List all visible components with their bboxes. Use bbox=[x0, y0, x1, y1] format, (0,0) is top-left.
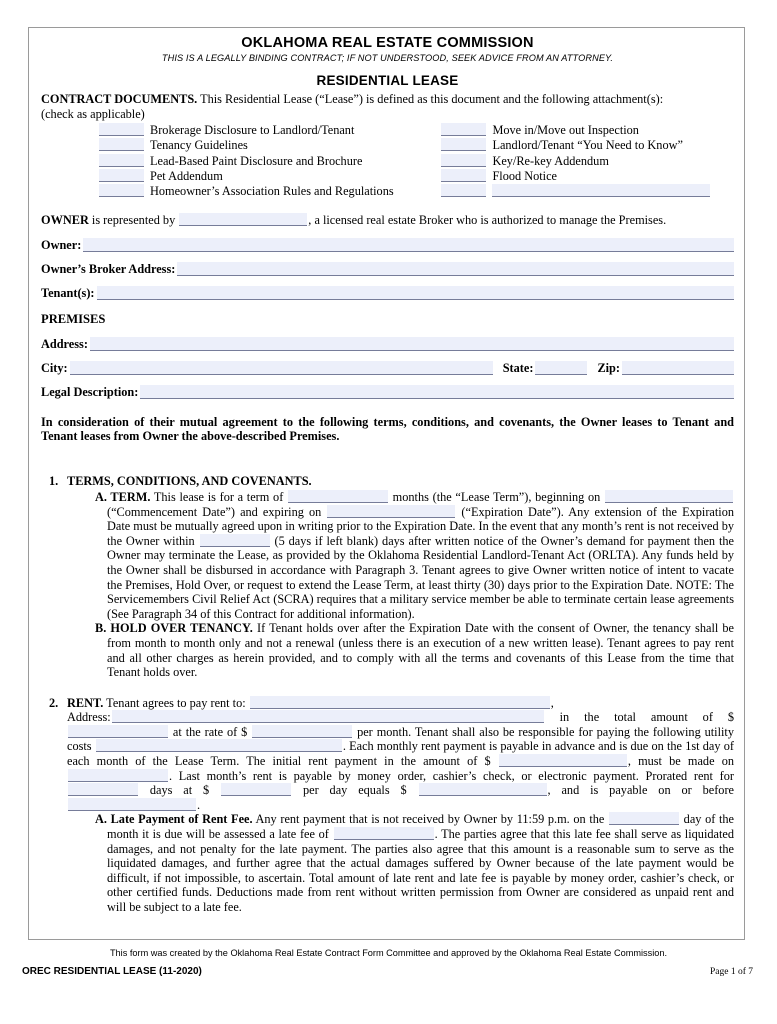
premises-zip-input[interactable] bbox=[622, 361, 734, 375]
section-2-rent-paragraph bbox=[67, 696, 734, 813]
late-fee-day-input[interactable] bbox=[609, 812, 679, 825]
checklist-indent bbox=[41, 138, 99, 153]
footer-page-number: Page 1 of 7 bbox=[709, 967, 753, 977]
checklist-label-left: Tenancy Guidelines bbox=[150, 138, 248, 153]
checkbox-tenancy-guidelines[interactable] bbox=[99, 138, 144, 151]
rent-text-3: in the total amount of $ bbox=[544, 710, 734, 725]
checkbox-lead-based-paint-disclosure[interactable] bbox=[99, 154, 144, 167]
check-as-applicable-note: (check as applicable) bbox=[41, 106, 145, 121]
checklist-cell-right bbox=[441, 138, 734, 153]
premises-address-field-row bbox=[41, 337, 734, 351]
contract-documents-intro bbox=[41, 92, 734, 107]
footer-note: This form was created by the Oklahoma Real Estate Contract Form Committee and approved by the Oklahoma Real Estate Commission. bbox=[109, 948, 668, 958]
checklist-row bbox=[41, 184, 734, 199]
section-2-body bbox=[67, 696, 734, 915]
checklist-indent bbox=[41, 184, 99, 199]
term-text-2: months (the “Lease Term”), beginning on bbox=[388, 489, 604, 504]
premises-state-label: State: bbox=[502, 360, 534, 375]
rent-address-input[interactable] bbox=[112, 710, 544, 723]
checklist-label-left: Brokerage Disclosure to Landlord/Tenant bbox=[150, 123, 355, 138]
owners-broker-address-input[interactable] bbox=[177, 262, 734, 276]
section-1-number: 1. bbox=[49, 473, 59, 488]
rent-text-1: Tenant agrees to pay rent to: bbox=[103, 695, 249, 710]
contract-documents-intro-text: This Residential Lease (“Lease”) is defined as this document and the following attachment(s): bbox=[197, 92, 664, 106]
contract-documents-heading: CONTRACT DOCUMENTS. bbox=[41, 92, 198, 106]
owner-field-row bbox=[41, 238, 734, 252]
premises-address-label: Address: bbox=[41, 336, 88, 351]
rent-text-10: per day equals $ bbox=[292, 783, 418, 798]
owners-broker-address-field-row bbox=[41, 262, 734, 276]
owners-broker-address-label: Owner’s Broker Address: bbox=[41, 261, 176, 276]
section-1-body bbox=[67, 474, 734, 680]
tenants-input[interactable] bbox=[97, 286, 734, 300]
hold-over-tenancy-text: If Tenant holds over after the Expiration Date with the consent of Owner, the tenancy shall be from month to month only and not a renewal (unless there is an execution of a new written lease). Tenant agrees to pay rent and all other charges as herein provided, and to comply with all the terms and covenants of this Lease from the time that Tenant holds over. bbox=[107, 621, 735, 680]
checklist-indent bbox=[41, 169, 99, 184]
checklist-cell-left bbox=[99, 184, 419, 199]
rent-address-label: Address: bbox=[67, 710, 111, 725]
prorated-due-date-input[interactable] bbox=[68, 798, 196, 811]
term-text-3: (“Commencement Date”) and expiring on bbox=[107, 504, 327, 519]
checklist-label-left: Lead-Based Paint Disclosure and Brochure bbox=[150, 153, 363, 168]
late-fee-text-2: day of the month it is due will be assessed a late fee of bbox=[107, 812, 734, 842]
initial-payment-date-input[interactable] bbox=[68, 769, 168, 782]
rent-text-6: . Each monthly rent payment is payable in advance and is due on the 1st day of each month of the Lease Term. The initial rent payment in the amount of $ bbox=[67, 739, 734, 769]
owner-input[interactable] bbox=[83, 238, 734, 252]
initial-rent-payment-input[interactable] bbox=[499, 754, 627, 767]
checkbox-landlord-tenant-you-need-to-know[interactable] bbox=[441, 138, 486, 151]
rent-total-amount-input[interactable] bbox=[68, 725, 168, 738]
rent-text-4: at the rate of $ bbox=[169, 724, 252, 739]
prorated-total-input[interactable] bbox=[419, 783, 547, 796]
late-payment-fee-label: A. Late Payment of Rent Fee. bbox=[95, 812, 253, 827]
rent-text-9: days at $ bbox=[139, 783, 221, 798]
checklist-row bbox=[41, 169, 734, 184]
owner-represented-lead: is represented by bbox=[88, 213, 179, 228]
checkbox-key-re-key-addendum[interactable] bbox=[441, 154, 486, 167]
premises-city-input[interactable] bbox=[70, 361, 493, 375]
owner-represented-tail: , a licensed real estate Broker who is authorized to manage the Premises. bbox=[308, 213, 667, 228]
owner-representation-line bbox=[41, 213, 734, 228]
checklist-cell-left bbox=[99, 169, 419, 184]
late-fee-text-1: Any rent payment that is not received by Owner by 11:59 p.m. on the bbox=[252, 812, 609, 827]
late-fee-amount-input[interactable] bbox=[334, 827, 434, 840]
checkbox-flood-notice[interactable] bbox=[441, 169, 486, 182]
rent-title: RENT. bbox=[67, 695, 104, 710]
hold-over-tenancy-label: B. HOLD OVER TENANCY. bbox=[95, 621, 253, 636]
footer-bar bbox=[0, 966, 777, 986]
prorated-daily-rate-input[interactable] bbox=[221, 783, 291, 796]
term-text-1: This lease is for a term of bbox=[150, 489, 287, 504]
document-page bbox=[28, 27, 745, 940]
section-1a-term bbox=[95, 489, 735, 621]
checkbox-brokerage-disclosure[interactable] bbox=[99, 123, 144, 136]
section-2-number: 2. bbox=[49, 695, 59, 710]
rent-text-8: . Last month’s rent is payable by money order, cashier’s check, or electronic payment. Prorated rent for bbox=[169, 768, 734, 783]
section-2a-late-payment-fee bbox=[95, 812, 734, 915]
term-text-4: (“Expiration Date”). Any extension of the Expiration Date must be mutually agreed upon in writing prior to the Expiration Date. In the event that any month’s rent is not received by the Owner within bbox=[107, 504, 735, 548]
checklist-label-right: Landlord/Tenant “You Need to Know” bbox=[492, 138, 683, 153]
checklist-row bbox=[41, 138, 734, 153]
footer-form-id: OREC RESIDENTIAL LEASE (11-2020) bbox=[22, 966, 202, 977]
tenants-field-row bbox=[41, 286, 734, 300]
checklist-gap bbox=[419, 184, 441, 199]
checklist-cell-right bbox=[441, 123, 734, 138]
rent-monthly-rate-input[interactable] bbox=[252, 725, 352, 738]
legal-warning: THIS IS A LEGALLY BINDING CONTRACT; IF NOT UNDERSTOOD, SEEK ADVICE FROM AN ATTORNEY. bbox=[161, 53, 614, 63]
prorated-days-input[interactable] bbox=[68, 783, 138, 796]
checklist-cell-left bbox=[99, 123, 419, 138]
checkbox-move-in-move-out-inspection[interactable] bbox=[441, 123, 486, 136]
utility-costs-input[interactable] bbox=[96, 739, 342, 752]
form-title: RESIDENTIAL LEASE bbox=[316, 73, 459, 88]
cure-days-input[interactable] bbox=[200, 534, 270, 547]
checklist-gap bbox=[419, 138, 441, 153]
checklist-gap bbox=[419, 123, 441, 138]
section-1 bbox=[41, 474, 734, 680]
checklist-label-left: Pet Addendum bbox=[150, 168, 223, 183]
section-2 bbox=[41, 696, 734, 915]
term-text-5: (5 days if left blank) days after written notice of the Owner’s demand for payment then the Owner may terminate the Lease, as provided by the Oklahoma Residential Landlord-Tenant Act (ORLTA). Any funds held by the Owner shall be disbursed in accordance with Paragraph 3. Tenant agrees to give Owner written notice of intent to vacate the Premises, Hold Over, or request to extend the Lease Term, at least thirty (30) days prior to the Expiration Date. NOTE: The Servicemembers Civil Relief Act (SCRA) requires that a military service member be able to terminate certain lease agreements (See Paragraph 34 of this Contract for additional information). bbox=[107, 533, 734, 621]
checklist-label-right: Flood Notice bbox=[492, 168, 557, 183]
term-label: A. TERM. bbox=[95, 489, 151, 504]
checkbox-other-attachment[interactable] bbox=[441, 184, 486, 197]
attachments-checklist bbox=[41, 123, 734, 199]
premises-legal-description-label: Legal Description: bbox=[41, 384, 139, 399]
checklist-indent bbox=[41, 154, 99, 169]
rent-text-7: , must be made on bbox=[627, 754, 734, 769]
rent-text-12: . bbox=[197, 797, 201, 812]
rent-text-11: , and is payable on or before bbox=[547, 783, 735, 798]
premises-legal-description-input[interactable] bbox=[140, 385, 734, 399]
tenants-label: Tenant(s): bbox=[41, 285, 95, 300]
broker-name-input[interactable] bbox=[179, 213, 307, 226]
premises-zip-label: Zip: bbox=[597, 360, 620, 375]
premises-state-input[interactable] bbox=[535, 361, 587, 375]
commencement-date-input[interactable] bbox=[605, 490, 733, 503]
premises-address-input[interactable] bbox=[90, 337, 734, 351]
late-fee-text-3: . The parties agree that this late fee shall serve as liquidated damages, and not penalty for the late payment. The parties also agree that this amount is a reasonable sum to serve as the liquidated damages, and further agree that the actual damages suffered by Owner because of the late payment would be difficult, if not impossible, to ascertain. Total amount of late rent and late fee is payable by money order, cashier’s check, or other certified funds. Deductions made from rent without written permission from Owner are considered as unpaid rent and will be subject to a late fee. bbox=[107, 827, 734, 915]
checklist-row bbox=[41, 123, 734, 138]
checklist-cell-right bbox=[441, 184, 734, 199]
consideration-paragraph: In consideration of their mutual agreement to the following terms, conditions, and covenants, the Owner leases to Tenant and Tenant leases from Owner the above-described Premises. bbox=[41, 414, 734, 444]
checklist-gap bbox=[419, 169, 441, 184]
checklist-cell-left bbox=[99, 138, 419, 153]
section-1b-hold-over-tenancy bbox=[95, 621, 735, 680]
owner-keyword: OWNER bbox=[41, 213, 89, 228]
checklist-label-right: Key/Re-key Addendum bbox=[492, 153, 609, 168]
checklist-cell-right bbox=[441, 154, 734, 169]
rent-payee-input[interactable] bbox=[250, 696, 550, 709]
checklist-indent bbox=[41, 123, 99, 138]
owner-label: Owner: bbox=[41, 237, 82, 252]
checklist-label-right: Move in/Move out Inspection bbox=[492, 123, 639, 138]
agency-title: OKLAHOMA REAL ESTATE COMMISSION bbox=[241, 35, 534, 51]
premises-legal-description-row bbox=[41, 385, 734, 399]
checklist-label-left: Homeowner’s Association Rules and Regulations bbox=[150, 184, 394, 198]
checkbox-pet-addendum[interactable] bbox=[99, 169, 144, 182]
checklist-row bbox=[41, 154, 734, 169]
checklist-cell-left bbox=[99, 154, 419, 169]
checklist-cell-right bbox=[441, 169, 734, 184]
rent-text-5: per month. Tenant shall also be responsible for paying the following utility costs bbox=[67, 724, 734, 754]
checkbox-homeowners-association-rules[interactable] bbox=[99, 184, 144, 197]
other-attachment-input[interactable] bbox=[492, 184, 710, 197]
rent-text-2: , bbox=[550, 695, 554, 710]
premises-city-state-zip-row bbox=[41, 361, 734, 375]
lease-term-months-input[interactable] bbox=[288, 490, 388, 503]
premises-city-label: City: bbox=[41, 360, 68, 375]
premises-heading: PREMISES bbox=[41, 311, 106, 326]
checklist-gap bbox=[419, 154, 441, 169]
document-body bbox=[41, 32, 734, 915]
section-1-title: TERMS, CONDITIONS, AND COVENANTS. bbox=[67, 473, 312, 488]
expiration-date-input[interactable] bbox=[327, 505, 455, 518]
